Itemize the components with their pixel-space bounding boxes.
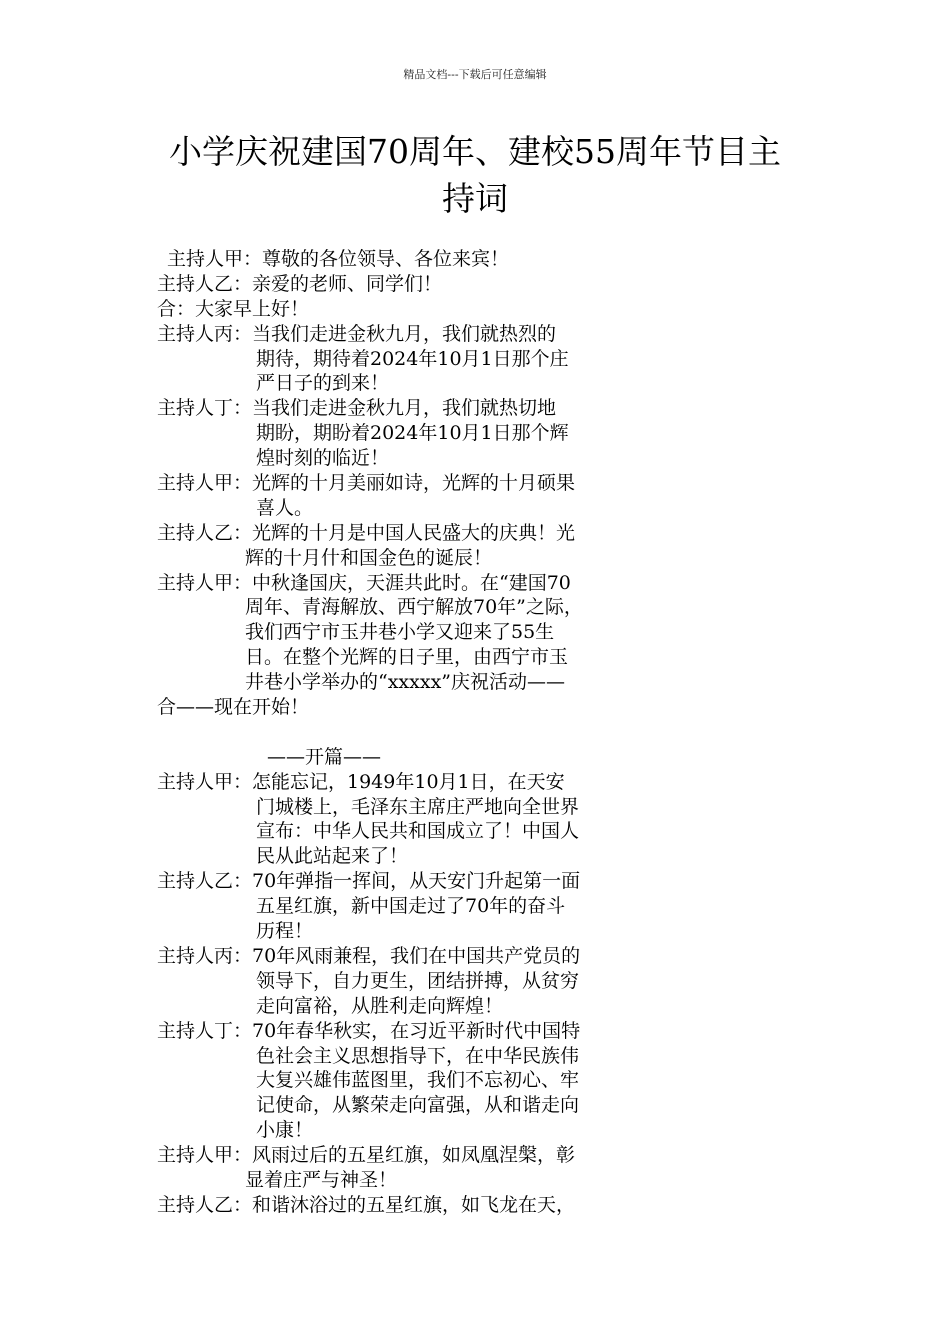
title-line: 持词 — [442, 179, 508, 218]
text-line: 宣布：中华人民共和国成立了！中国人 — [256, 820, 580, 843]
text-line: 历程！ — [256, 920, 314, 943]
text-line: 门城楼上，毛泽东主席庄严地向全世界 — [256, 795, 580, 818]
text-line: 期盼，期盼着2024年10月1日那个辉 — [256, 422, 569, 445]
text-line: 领导下，自力更生，团结拼搏，从贫穷 — [256, 969, 580, 992]
text-line: 主持人甲：风雨过后的五星红旗，如凤凰涅槃，彰 — [157, 1144, 576, 1167]
text-line: 煌时刻的临近！ — [256, 447, 390, 470]
text-line: 期待，期待着2024年10月1日那个庄 — [256, 347, 569, 370]
text-line: 严日子的到来！ — [256, 372, 390, 395]
text-line: 喜人。 — [256, 496, 314, 519]
text-line: 我们西宁市玉井巷小学又迎来了55生 — [245, 621, 555, 644]
text-line: 五星红旗，新中国走过了70年的奋斗 — [256, 895, 566, 918]
text-line: 主持人乙：光辉的十月是中国人民盛大的庆典！光 — [157, 521, 576, 544]
page-header: 精品文档---下载后可任意编辑 — [403, 68, 547, 81]
text-line: 日。在整个光辉的日子里，由西宁市玉 — [245, 646, 569, 669]
text-line: 辉的十月什和国金色的诞辰！ — [245, 546, 493, 569]
text-line: 主持人丙：70年风雨兼程，我们在中国共产党员的 — [157, 944, 581, 967]
text-line: 合：大家早上好！ — [157, 297, 310, 320]
text-line: 小康！ — [256, 1119, 314, 1142]
title-line: 小学庆祝建国70周年、建校55周年节目主 — [169, 132, 781, 171]
document-title — [0, 128, 950, 222]
text-line: 色社会主义思想指导下，在中华民族伟 — [256, 1044, 580, 1067]
text-line: 主持人甲：尊敬的各位领导、各位来宾！ — [167, 248, 510, 270]
text-line: 主持人乙：70年弹指一挥间，从天安门升起第一面 — [157, 870, 581, 893]
text-line: 主持人甲：怎能忘记，1949年10月1日，在天安 — [157, 770, 565, 793]
text-line: 主持人甲：中秋逢国庆，天涯共此时。在“建国70 — [157, 571, 571, 594]
text-line: ——开篇—— — [267, 745, 382, 768]
text-line: 记使命，从繁荣走向富强，从和谐走向 — [256, 1094, 580, 1117]
text-line: 显着庄严与神圣！ — [245, 1168, 398, 1191]
text-line: 走向富裕，从胜利走向辉煌！ — [256, 994, 504, 1017]
text-line: 主持人丙：当我们走进金秋九月，我们就热烈的 — [157, 322, 557, 345]
text-line: 主持人丁：当我们走进金秋九月，我们就热切地 — [157, 397, 557, 420]
document-body — [157, 247, 657, 1218]
text-line: 井巷小学举办的“xxxxx”庆祝活动—— — [245, 671, 566, 694]
text-line: 主持人丁：70年春华秋实，在习近平新时代中国特 — [157, 1019, 581, 1042]
text-line: 民从此站起来了！ — [256, 845, 409, 868]
text-line: 主持人乙：亲爱的老师、同学们！ — [157, 272, 443, 295]
text-line: 周年、青海解放、西宁解放70年”之际， — [245, 596, 583, 619]
text-line: 主持人乙：和谐沐浴过的五星红旗，如飞龙在天， — [157, 1193, 576, 1216]
text-line: 大复兴雄伟蓝图里，我们不忘初心、牢 — [256, 1069, 580, 1092]
text-line: 合——现在开始！ — [157, 696, 310, 719]
blank-line — [157, 720, 657, 745]
text-line: 主持人甲：光辉的十月美丽如诗，光辉的十月硕果 — [157, 472, 576, 495]
